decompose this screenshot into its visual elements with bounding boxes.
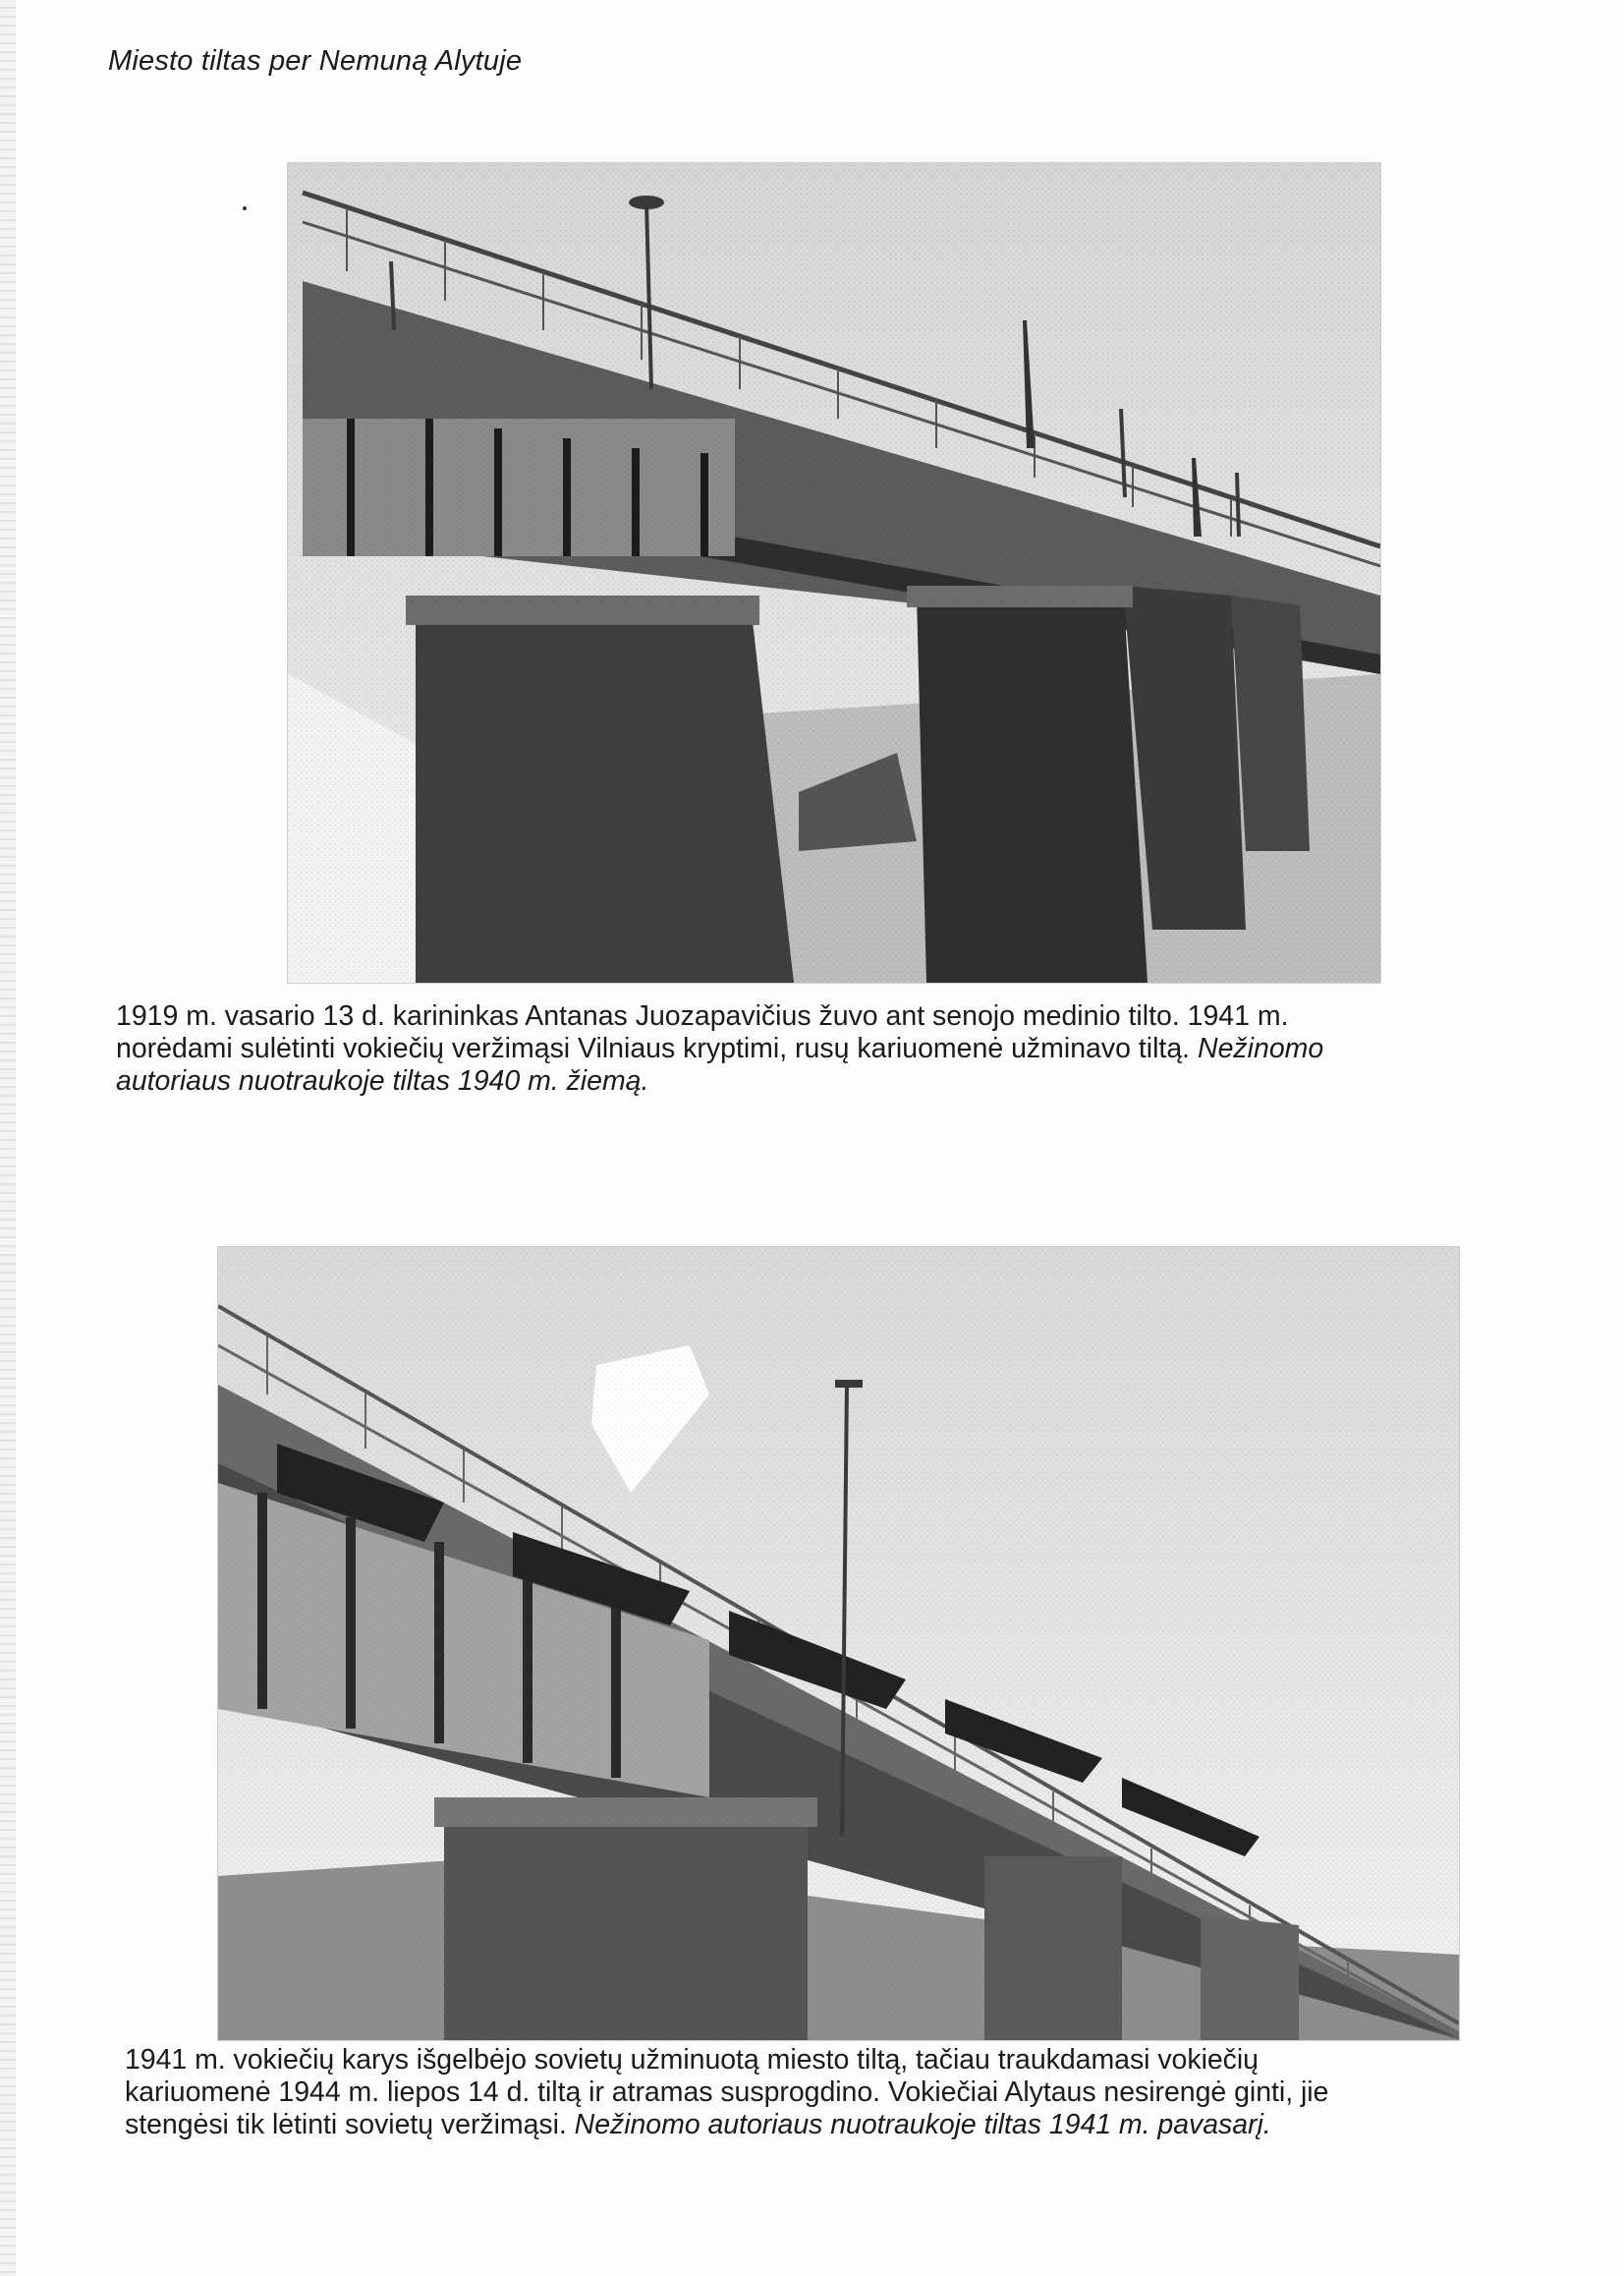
bridge-winter-photo-icon	[288, 163, 1380, 983]
caption-1-line-3	[116, 1065, 1621, 1098]
photo-bridge-1940	[288, 163, 1380, 983]
photo-bridge-1941	[218, 1247, 1459, 2040]
page-title: Miesto tiltas per Nemuną Alytuje	[108, 45, 523, 77]
scan-edge	[0, 0, 16, 2276]
caption-photo-1	[116, 1000, 1621, 1098]
caption-2-line-3	[125, 2109, 1624, 2141]
caption-2-line-1: 1941 m. vokiečių karys išgelbėjo sovietų užminuotą miesto tiltą, tačiau traukdamasi vokiečių	[125, 2044, 1259, 2076]
caption-photo-2	[125, 2044, 1624, 2141]
caption-1-line-2	[116, 1033, 1621, 1065]
caption-1-line-3-italic: autoriaus nuotraukoje tiltas 1940 m. žiemą.	[116, 1065, 649, 1097]
scan-speck	[243, 206, 247, 210]
caption-2-line-3-italic: Nežinomo autoriaus nuotraukoje tiltas 1941 m. pavasarį.	[566, 2109, 1271, 2140]
bridge-spring-photo-icon	[218, 1247, 1459, 2040]
caption-2-line-3-text: stengėsi tik lėtinti sovietų veržimąsi.	[125, 2109, 567, 2140]
caption-1-line-2-italic: Nežinomo	[1190, 1033, 1324, 1064]
caption-2-line-2: kariuomenė 1944 m. liepos 14 d. tiltą ir atramas susprogdino. Vokiečiai Alytaus nesirengė ginti, jie	[125, 2077, 1329, 2108]
caption-1-line-2-text: norėdami sulėtinti vokiečių veržimąsi Vilniaus kryptimi, rusų kariuomenė užminavo tiltą.	[116, 1033, 1191, 1064]
caption-1-line-1: 1919 m. vasario 13 d. karininkas Antanas Juozapavičius žuvo ant senojo medinio tilto. 1941 m.	[116, 1000, 1289, 1032]
